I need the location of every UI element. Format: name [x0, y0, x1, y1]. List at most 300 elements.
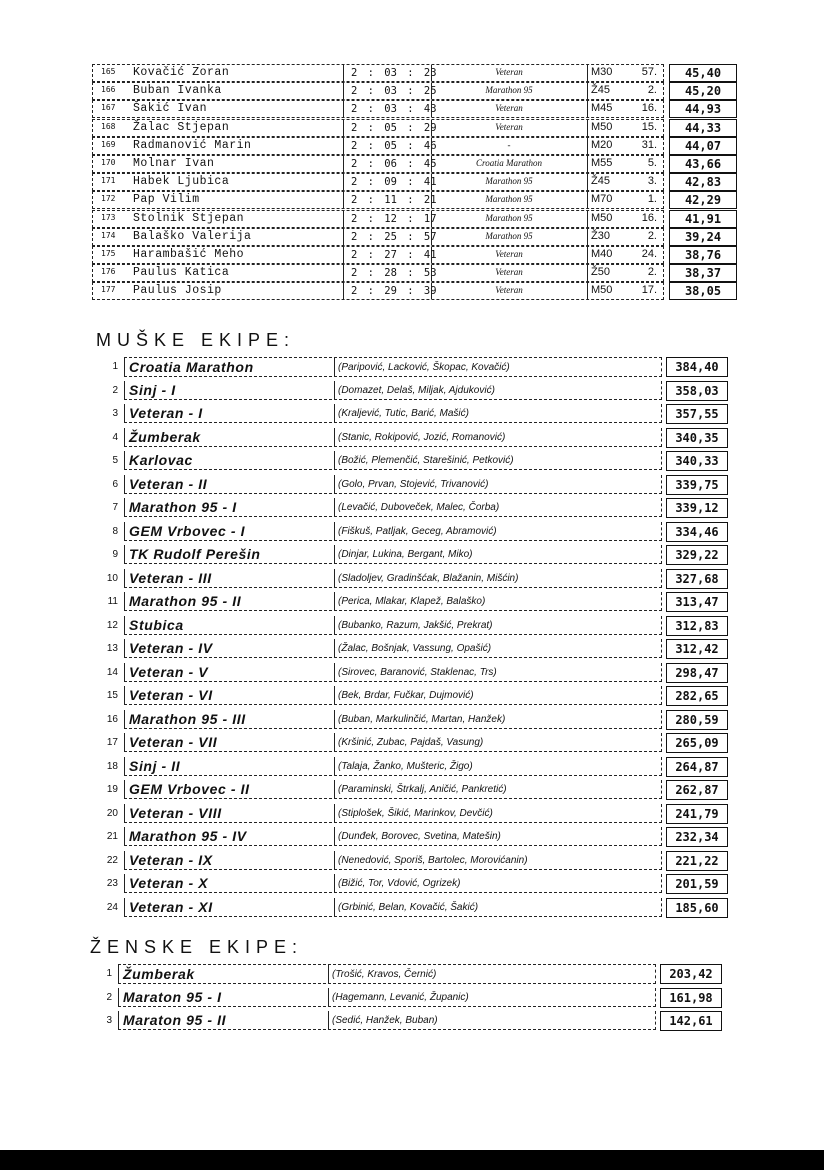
column-divider: [587, 156, 588, 172]
result-rank: 170: [101, 157, 116, 167]
team-row-frame: [124, 475, 662, 494]
result-rank: 174: [101, 230, 116, 240]
column-divider: [334, 522, 335, 540]
table-row: [92, 172, 738, 190]
column-divider: [431, 192, 432, 208]
team-rank: 2: [112, 384, 118, 396]
column-divider: [343, 265, 344, 281]
finish-time: 2 : 03 : 43: [351, 103, 437, 116]
table-row: [96, 496, 736, 520]
column-divider: [334, 733, 335, 751]
table-row: [96, 449, 736, 473]
team-score: 221,22: [666, 851, 728, 871]
result-score: 42,83: [669, 173, 737, 191]
category-place: 16.: [641, 102, 657, 115]
team-row-frame: [124, 381, 662, 400]
team-members: (Golo, Prvan, Stojević, Trivanović): [338, 478, 489, 490]
table-row: [96, 825, 736, 849]
column-divider: [334, 757, 335, 775]
team-rank: 11: [107, 596, 118, 607]
team-score: 334,46: [666, 522, 728, 542]
result-score: 44,07: [669, 137, 737, 155]
team-name: Veteran - IX: [129, 851, 213, 868]
team-row-frame: [124, 592, 662, 611]
team-rank: 7: [112, 502, 118, 513]
column-divider: [587, 83, 588, 99]
column-divider: [343, 101, 344, 117]
column-divider: [431, 211, 432, 227]
table-row: [92, 99, 738, 117]
team-score: 241,79: [666, 804, 728, 824]
age-category: M45: [591, 102, 613, 115]
age-category: M50: [591, 120, 613, 133]
runner-club: Veteran: [495, 121, 523, 132]
runner-club: Veteran: [495, 248, 523, 259]
team-members: (Trošić, Kravos, Černić): [332, 969, 437, 980]
column-divider: [334, 804, 335, 822]
team-name: Žumberak: [123, 966, 195, 982]
team-rank: 23: [106, 878, 118, 889]
column-divider: [431, 283, 432, 299]
column-divider: [334, 428, 335, 446]
table-row: [96, 543, 736, 567]
column-divider: [328, 1011, 329, 1029]
team-score: 282,65: [666, 686, 728, 706]
result-rank: 173: [101, 212, 116, 222]
team-row-frame: [124, 522, 662, 541]
team-name: Veteran - IV: [129, 640, 213, 656]
category-place: 24.: [641, 247, 657, 260]
result-row-frame: [92, 173, 664, 191]
category-place: 1.: [647, 193, 657, 206]
category-place: 16.: [641, 211, 657, 224]
result-rank: 168: [101, 121, 116, 131]
result-rank: 175: [101, 248, 116, 258]
column-divider: [334, 358, 335, 376]
runner-club: Veteran: [495, 285, 523, 296]
team-row-frame: [124, 827, 662, 846]
result-row-frame: [92, 191, 664, 209]
team-members: (Perica, Mlakar, Klapež, Balaško): [338, 596, 486, 607]
column-divider: [431, 83, 432, 99]
team-row-frame: [124, 451, 662, 470]
runner-name: Buban Ivanka: [133, 84, 222, 98]
runner-name: Balaško Valerija: [133, 229, 252, 243]
column-divider: [431, 247, 432, 263]
column-divider: [334, 851, 335, 869]
column-divider: [431, 101, 432, 117]
team-score: 142,61: [660, 1011, 722, 1031]
runner-name: Paulus Katica: [133, 266, 230, 280]
result-row-frame: [92, 82, 664, 100]
team-name: Žumberak: [129, 428, 201, 445]
column-divider: [431, 229, 432, 245]
table-row: [90, 1009, 730, 1033]
team-members: (Levačić, Duboveček, Malec, Čorba): [338, 502, 500, 513]
table-row: [92, 281, 738, 299]
table-row: [92, 136, 738, 154]
team-score: 312,83: [666, 616, 728, 636]
table-row: [96, 896, 736, 920]
table-row: [96, 872, 736, 896]
finish-time: 2 : 05 : 46: [351, 139, 437, 152]
table-row: [92, 227, 738, 245]
finish-time: 2 : 12 : 17: [351, 212, 437, 225]
age-category: M50: [591, 211, 613, 224]
finish-time: 2 : 03 : 25: [351, 85, 437, 98]
column-divider: [334, 710, 335, 728]
runner-name: Žalac Stjepan: [133, 120, 230, 134]
team-members: (Talaja, Žanko, Mušteric, Žigo): [338, 760, 473, 772]
team-row-frame: [124, 686, 662, 705]
result-rank: 166: [101, 85, 116, 95]
age-category: M70: [591, 193, 613, 206]
team-members: (Božić, Plemenčić, Starešinić, Petković): [338, 455, 514, 466]
category-place: 17.: [641, 284, 657, 297]
team-score: 329,22: [666, 545, 728, 565]
team-row-frame: [118, 964, 656, 984]
finish-time: 2 : 05 : 29: [351, 121, 437, 134]
column-divider: [343, 120, 344, 136]
team-row-frame: [124, 663, 662, 682]
team-members: (Sirovec, Baranović, Staklenac, Trs): [338, 666, 497, 678]
team-score: 358,03: [666, 381, 728, 401]
runner-name: Harambašić Meho: [133, 247, 245, 261]
table-row: [96, 379, 736, 403]
runner-club: Marathon 95: [485, 230, 533, 241]
column-divider: [334, 592, 335, 610]
men-teams-heading: MUŠKE EKIPE:: [96, 330, 296, 350]
column-divider: [343, 247, 344, 263]
team-row-frame: [124, 498, 662, 517]
finish-time: 2 : 27 : 41: [351, 248, 437, 261]
team-score: 265,09: [666, 733, 728, 753]
team-rank: 12: [106, 619, 118, 631]
team-rank: 18: [106, 760, 118, 772]
result-score: 44,33: [669, 119, 737, 137]
men-teams-table: [96, 355, 736, 919]
team-score: 232,34: [666, 827, 728, 847]
team-name: Maraton 95 - I: [123, 988, 222, 1005]
table-row: [96, 684, 736, 708]
team-members: (Kršinić, Zubac, Pajdaš, Vasung): [338, 737, 484, 748]
age-category: Ž30: [591, 229, 610, 242]
column-divider: [587, 138, 588, 154]
table-row: [96, 637, 736, 661]
table-row: [96, 755, 736, 779]
column-divider: [431, 120, 432, 136]
result-rank: 171: [101, 176, 116, 186]
team-name: Marathon 95 - IV: [129, 828, 247, 844]
column-divider: [587, 229, 588, 245]
team-members: (Paripović, Lacković, Škopac, Kovačić): [338, 362, 510, 373]
category-place: 2.: [647, 84, 657, 97]
team-rank: 2: [106, 991, 112, 1003]
result-row-frame: [92, 100, 664, 118]
team-score: 201,59: [666, 874, 728, 894]
team-score: 161,98: [660, 988, 722, 1008]
column-divider: [334, 686, 335, 704]
team-name: Karlovac: [129, 452, 193, 468]
team-score: 384,40: [666, 357, 728, 377]
result-score: 39,24: [669, 228, 737, 246]
column-divider: [587, 211, 588, 227]
table-row: [96, 849, 736, 873]
team-name: Marathon 95 - III: [129, 710, 246, 727]
team-rank: 1: [106, 968, 112, 979]
team-rank: 21: [106, 831, 118, 842]
women-teams-heading: ŽENSKE EKIPE:: [90, 937, 304, 957]
table-row: [96, 567, 736, 591]
category-place: 57.: [641, 66, 657, 78]
age-category: M40: [591, 247, 613, 260]
column-divider: [334, 663, 335, 681]
column-divider: [587, 192, 588, 208]
column-divider: [587, 174, 588, 190]
column-divider: [343, 174, 344, 190]
column-divider: [334, 827, 335, 845]
result-score: 41,91: [669, 210, 737, 228]
team-name: GEM Vrbovec - I: [129, 522, 246, 539]
table-row: [96, 731, 736, 755]
team-rank: 1: [112, 361, 118, 372]
team-name: Veteran - III: [129, 569, 212, 586]
table-row: [92, 245, 738, 263]
team-name: Marathon 95 - I: [129, 499, 237, 515]
team-members: (Dunđek, Borovec, Svetina, Matešin): [338, 831, 501, 842]
column-divider: [587, 265, 588, 281]
runner-club: Marathon 95: [485, 212, 533, 223]
column-divider: [334, 569, 335, 587]
table-row: [92, 209, 738, 227]
result-row-frame: [92, 64, 664, 82]
column-divider: [343, 138, 344, 154]
category-place: 3.: [647, 175, 657, 188]
team-members: (Sedić, Hanžek, Buban): [332, 1015, 438, 1026]
runner-club: Marathon 95: [485, 176, 533, 187]
team-score: 340,35: [666, 428, 728, 448]
team-rank: 9: [112, 549, 118, 560]
team-name: GEM Vrbovec - II: [129, 781, 250, 797]
team-name: Sinj - II: [129, 757, 181, 774]
table-row: [96, 426, 736, 450]
team-name: Veteran - X: [129, 875, 209, 891]
column-divider: [343, 192, 344, 208]
team-row-frame: [124, 404, 662, 423]
team-row-frame: [124, 616, 662, 635]
table-row: [90, 986, 730, 1010]
team-score: 339,75: [666, 475, 728, 495]
team-score: 339,12: [666, 498, 728, 518]
team-members: (Nenedović, Sporiš, Bartolec, Morovićanin): [338, 854, 528, 866]
column-divider: [431, 174, 432, 190]
team-row-frame: [124, 710, 662, 729]
team-rank: 24: [106, 901, 118, 913]
team-rank: 19: [106, 784, 118, 795]
column-divider: [343, 156, 344, 172]
table-row: [96, 402, 736, 426]
category-place: 5.: [647, 156, 657, 169]
individual-results-table: [92, 63, 738, 299]
finish-time: 2 : 25 : 57: [351, 230, 437, 243]
result-row-frame: [92, 264, 664, 282]
result-rank: 176: [101, 267, 116, 277]
team-score: 280,59: [666, 710, 728, 730]
team-members: (Paraminski, Štrkalj, Aničić, Pankretić): [338, 784, 507, 795]
column-divider: [334, 381, 335, 399]
team-rank: 3: [112, 408, 118, 419]
scan-bottom-edge: [0, 1150, 824, 1170]
result-score: 38,76: [669, 246, 737, 264]
runner-club: Croatia Marathon: [476, 157, 542, 168]
column-divider: [334, 475, 335, 493]
runner-name: Stolnik Stjepan: [133, 211, 245, 225]
team-rank: 14: [106, 666, 118, 678]
team-row-frame: [124, 428, 662, 447]
column-divider: [343, 65, 344, 81]
finish-time: 2 : 29 : 39: [351, 285, 437, 298]
team-members: (Sladoljev, Gradinšćak, Blažanin, Mišćin): [338, 572, 519, 584]
team-score: 298,47: [666, 663, 728, 683]
team-rank: 15: [106, 690, 118, 701]
table-row: [96, 590, 736, 614]
team-row-frame: [124, 780, 662, 799]
finish-time: 2 : 06 : 45: [351, 157, 437, 170]
team-rank: 16: [106, 713, 118, 725]
team-name: TK Rudolf Perešin: [129, 546, 261, 562]
team-row-frame: [124, 545, 662, 564]
table-row: [92, 190, 738, 208]
team-row-frame: [124, 357, 662, 377]
result-rank: 165: [101, 67, 116, 76]
team-rank: 20: [106, 807, 118, 819]
result-row-frame: [92, 246, 664, 264]
result-score: 38,37: [669, 264, 737, 282]
result-score: 45,40: [669, 64, 737, 82]
table-row: [96, 661, 736, 685]
team-score: 340,33: [666, 451, 728, 471]
table-row: [90, 962, 730, 986]
team-members: (Fiškuš, Patljak, Geceg, Abramović): [338, 525, 497, 537]
column-divider: [328, 965, 329, 983]
result-score: 44,93: [669, 100, 737, 118]
team-name: Veteran - XI: [129, 898, 213, 915]
team-row-frame: [124, 898, 662, 917]
team-row-frame: [124, 639, 662, 658]
table-row: [92, 63, 738, 81]
team-rank: 6: [112, 478, 118, 490]
column-divider: [431, 265, 432, 281]
table-row: [96, 520, 736, 544]
team-score: 357,55: [666, 404, 728, 424]
result-score: 43,66: [669, 155, 737, 173]
team-row-frame: [124, 733, 662, 752]
category-place: 2.: [647, 229, 657, 242]
runner-name: Habek Ljubica: [133, 175, 230, 189]
table-row: [96, 614, 736, 638]
team-members: (Bubanko, Razum, Jakšić, Prekrat): [338, 619, 493, 631]
result-row-frame: [92, 155, 664, 173]
runner-club: Veteran: [495, 67, 523, 77]
age-category: M20: [591, 138, 613, 151]
column-divider: [431, 156, 432, 172]
team-rank: 17: [106, 737, 118, 748]
column-divider: [587, 65, 588, 81]
result-rank: 169: [101, 139, 116, 149]
column-divider: [334, 451, 335, 469]
women-teams-table: [90, 962, 730, 1033]
table-row: [96, 355, 736, 379]
team-name: Croatia Marathon: [129, 359, 254, 375]
table-row: [92, 263, 738, 281]
column-divider: [587, 101, 588, 117]
finish-time: 2 : 11 : 21: [351, 194, 437, 207]
team-rank: 8: [112, 525, 118, 537]
column-divider: [334, 404, 335, 422]
age-category: Ž45: [591, 175, 610, 188]
table-row: [96, 802, 736, 826]
runner-name: Kovačić Zoran: [133, 66, 230, 79]
column-divider: [334, 545, 335, 563]
team-rank: 13: [106, 643, 118, 654]
team-members: (Stiplošek, Šikić, Marinkov, Devčić): [338, 807, 493, 819]
team-members: (Hagemann, Levanić, Županic): [332, 991, 469, 1003]
result-rank: 172: [101, 194, 116, 204]
team-members: (Dinjar, Lukina, Bergant, Miko): [338, 549, 473, 560]
column-divider: [334, 898, 335, 916]
team-score: 327,68: [666, 569, 728, 589]
team-members: (Bek, Brdar, Fučkar, Dujmović): [338, 690, 474, 701]
team-row-frame: [124, 874, 662, 893]
column-divider: [343, 229, 344, 245]
column-divider: [334, 498, 335, 516]
team-row-frame: [124, 851, 662, 870]
age-category: M55: [591, 156, 613, 169]
finish-time: 2 : 03 : 23: [351, 67, 437, 79]
team-name: Stubica: [129, 616, 184, 633]
category-place: 15.: [641, 120, 657, 133]
team-score: 312,42: [666, 639, 728, 659]
team-rank: 22: [106, 854, 118, 866]
team-members: (Bižić, Tor, Vdović, Ogrizek): [338, 878, 461, 889]
column-divider: [343, 83, 344, 99]
age-category: Ž50: [591, 266, 610, 279]
team-name: Sinj - I: [129, 381, 176, 398]
age-category: M30: [591, 66, 613, 78]
result-score: 42,29: [669, 191, 737, 209]
result-row-frame: [92, 137, 664, 155]
column-divider: [587, 283, 588, 299]
team-members: (Kraljević, Tutic, Barić, Mašić): [338, 408, 469, 419]
result-row-frame: [92, 282, 664, 300]
team-name: Veteran - VIII: [129, 804, 222, 821]
runner-club: -: [507, 139, 511, 150]
category-place: 31.: [641, 138, 657, 151]
team-score: 203,42: [660, 964, 722, 984]
result-row-frame: [92, 119, 664, 137]
team-score: 313,47: [666, 592, 728, 612]
runner-name: Šakić Ivan: [133, 102, 208, 116]
team-members: (Žalac, Bošnjak, Vassung, Opašić): [338, 643, 492, 654]
team-row-frame: [124, 569, 662, 588]
column-divider: [334, 616, 335, 634]
runner-club: Marathon 95: [485, 194, 533, 205]
team-members: (Grbinić, Belan, Kovačić, Šakić): [338, 901, 479, 913]
team-score: 185,60: [666, 898, 728, 918]
team-rank: 3: [106, 1015, 112, 1026]
result-score: 38,05: [669, 282, 737, 300]
column-divider: [431, 65, 432, 81]
